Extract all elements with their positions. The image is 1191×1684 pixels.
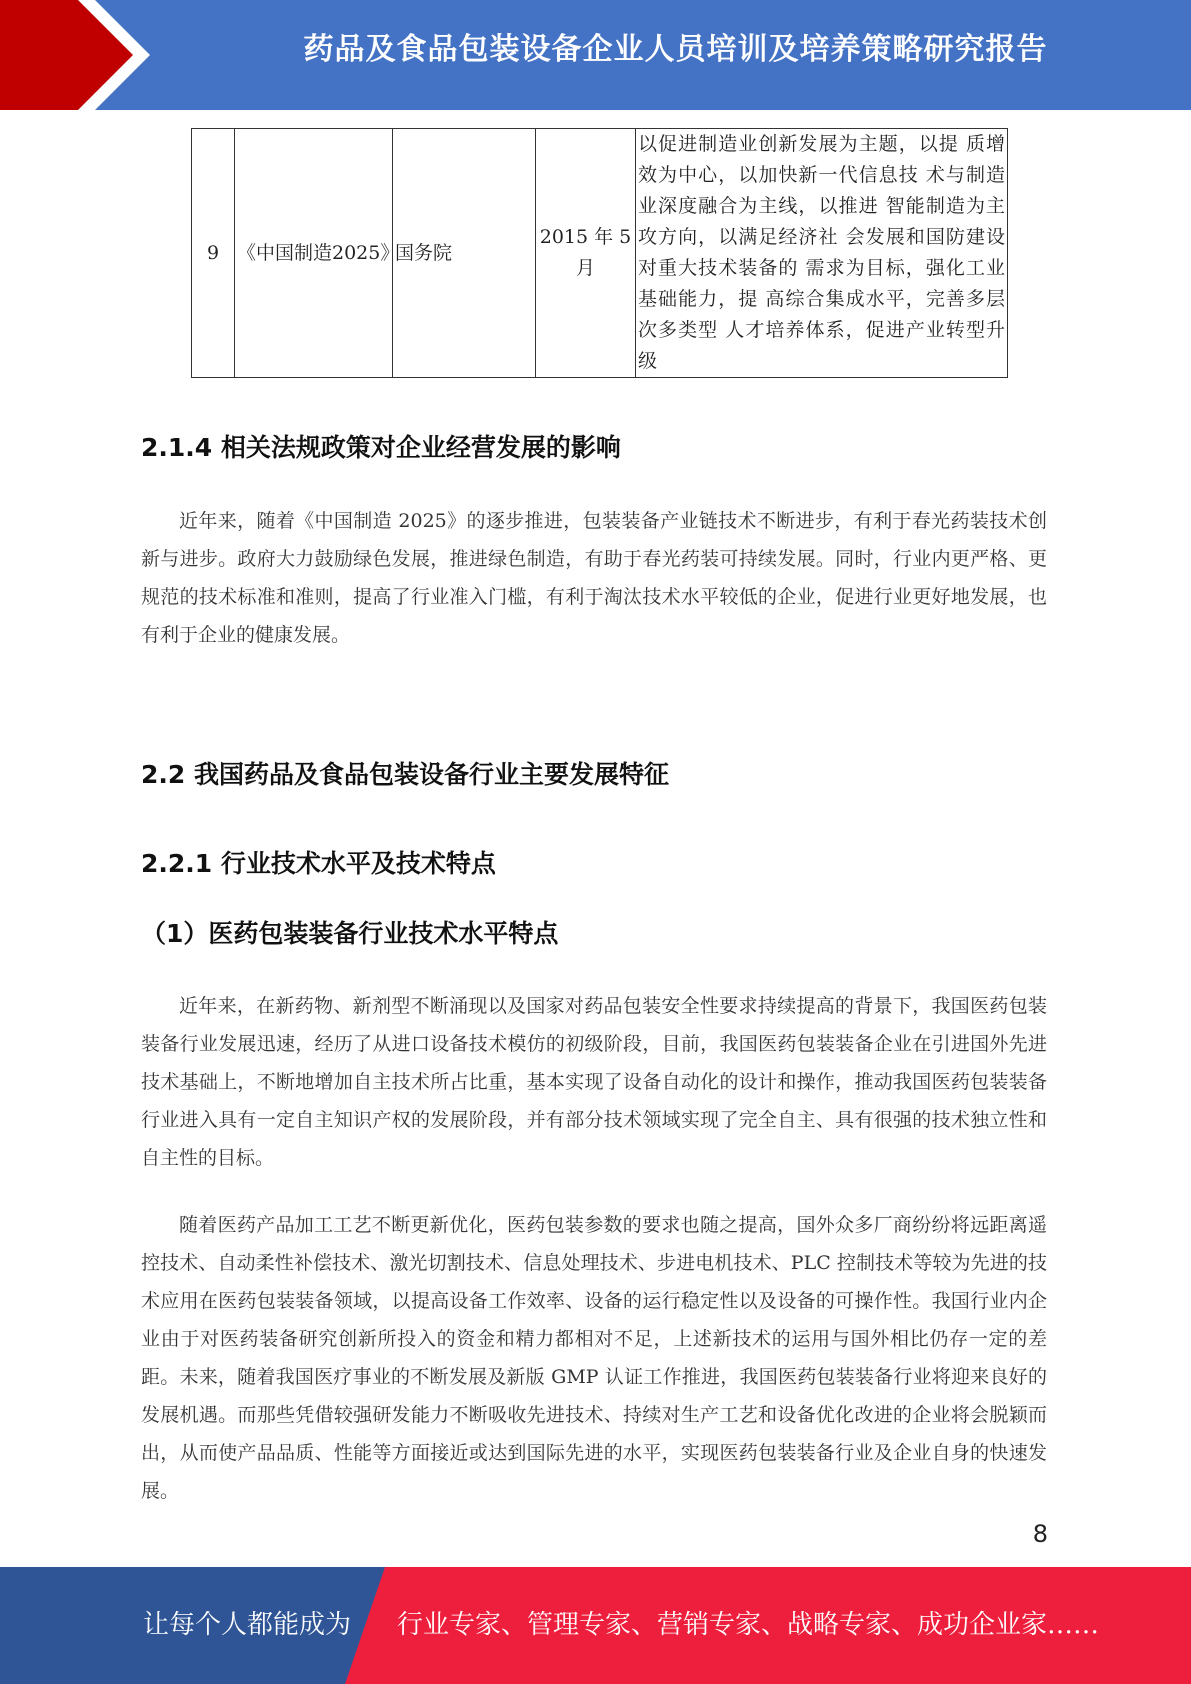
issue-date: 2015 年 5 月 xyxy=(536,129,636,378)
subsection-1-heading: （1）医药包装装备行业技术水平特点 xyxy=(141,919,559,948)
table-row xyxy=(192,129,1008,378)
policy-table xyxy=(191,128,1008,378)
section-2-2-heading: 2.2 我国药品及食品包装设备行业主要发展特征 xyxy=(141,760,669,789)
page-footer xyxy=(0,1567,1191,1684)
subsection-1-paragraph-2: 随着医药产品加工工艺不断更新优化，医药包装参数的要求也随之提高，国外众多厂商纷纷将远距离遥控技术、自动柔性补偿技术、激光切割技术、信息处理技术、步进电机技术、PLC 控制技术等较为先进的技术应用在医药包装装备领域，以提高设备工作效率、设备的运行稳定性以及设备的可操作性。我国行业内企业由于对医药装备研究创新所投入的资金和精力都相对不足，上述新技术的运用与国外相比仍存一定的差距。未来，随着我国医疗事业的不断发展及新版 GMP 认证工作推进，我国医药包装装备行业将迎来良好的发展机遇。而那些凭借较强研发能力不断吸收先进技术、持续对生产工艺和设备优化改进的企业将会脱颖而出，从而使产品品质、性能等方面接近或达到国际先进的水平，实现医药包装装备行业及企业自身的快速发展。 xyxy=(141,1214,1047,1502)
footer-slogan-right: 行业专家、管理专家、营销专家、战略专家、成功企业家…… xyxy=(397,1610,1100,1640)
section-2-1-4-heading: 2.1.4 相关法规政策对企业经营发展的影响 xyxy=(141,433,621,462)
page-number: 8 xyxy=(1032,1520,1048,1548)
subsection-1-paragraph-1: 近年来，在新药物、新剂型不断涌现以及国家对药品包装安全性要求持续提高的背景下，我国医药包装装备行业发展迅速，经历了从进口设备技术模仿的初级阶段，目前，我国医药包装装备企业在引进国外先进技术基础上，不断地增加自主技术所占比重，基本实现了设备自动化的设计和操作，推动我国医药包装装备行业进入具有一定自主知识产权的发展阶段，并有部分技术领域实现了完全自主、具有很强的技术独立性和自主性的目标。 xyxy=(141,995,1047,1169)
section-2-1-4-paragraph: 近年来，随着《中国制造 2025》的逐步推进，包装装备产业链技术不断进步，有利于春光药装技术创新与进步。政府大力鼓励绿色发展，推进绿色制造，有助于春光药装可持续发展。同时，行业内更严格、更规范的技术标准和准则，提高了行业准入门槛，有利于淘汰技术水平较低的企业，促进行业更好地发展，也有利于企业的健康发展。 xyxy=(141,510,1047,646)
row-number: 9 xyxy=(192,129,235,378)
section-2-2-1-heading: 2.2.1 行业技术水平及技术特点 xyxy=(141,849,496,878)
footer-slogan-left: 让每个人都能成为 xyxy=(143,1610,352,1640)
header-title: 药品及食品包装设备企业人员培训及培养策略研究报告 xyxy=(303,32,1048,67)
issuing-authority: 国务院 xyxy=(393,129,536,378)
policy-name: 《中国制造2025》 xyxy=(235,129,393,378)
page-header xyxy=(0,0,1191,110)
policy-description: 以促进制造业创新发展为主题，以提 质增效为中心，以加快新一代信息技 术与制造业深度融合为主线，以推进 智能制造为主攻方向，以满足经济社 会发展和国防建设对重大技术装备的 需求为目标，强化工业基础能力，提 高综合集成水平，完善多层次多类型 人才培养体系，促进产业转型升级 xyxy=(636,129,1008,378)
